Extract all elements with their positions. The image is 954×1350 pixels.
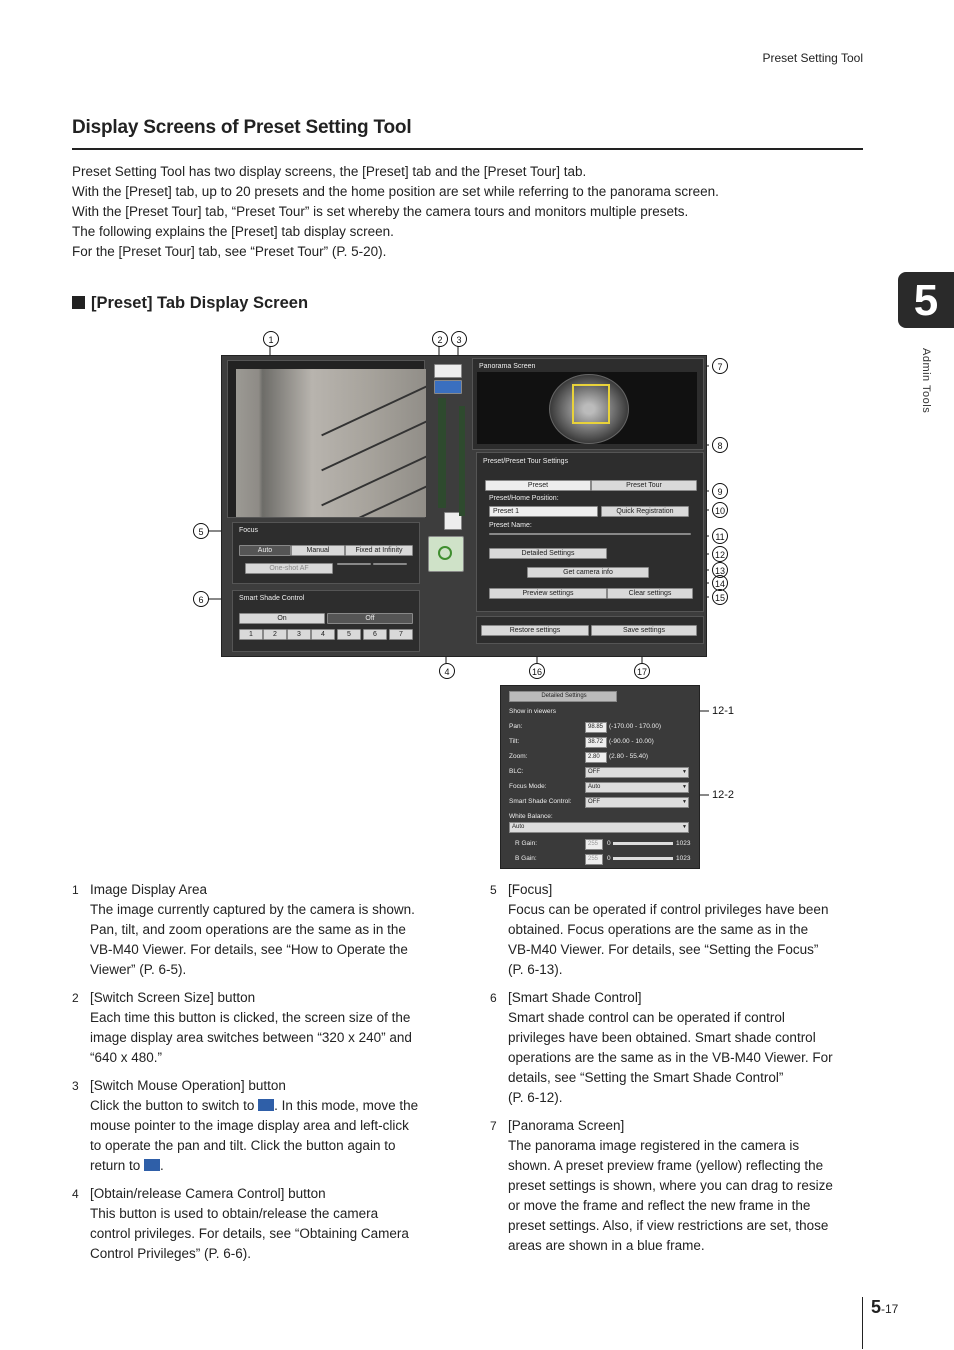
settings-title: Preset/Preset Tour Settings [483, 458, 569, 465]
callout-10: 10 [712, 502, 728, 518]
item-head: [Obtain/release Camera Control] button [90, 1186, 326, 1201]
panorama-screen[interactable] [477, 372, 697, 444]
chapter-tab: 5 [898, 272, 954, 328]
page-major: 5 [871, 1297, 882, 1317]
bgain-input[interactable]: 255 [585, 854, 603, 865]
switch-screen-size-button[interactable] [434, 364, 462, 378]
callout-12: 12 [712, 546, 728, 562]
item-number: 5 [490, 883, 497, 897]
camera-control-button[interactable] [428, 536, 464, 572]
item-line: (P. 6-12). [508, 1090, 563, 1105]
zoom-slider[interactable] [438, 398, 446, 508]
pan-input[interactable]: 98.85 [585, 722, 607, 733]
item-line-text: Click the button to switch to [90, 1098, 255, 1113]
list-item [490, 988, 870, 1108]
item-line: Pan, tilt, and zoom operations are the same as in the [90, 922, 406, 937]
crosshair-mode-icon [258, 1099, 274, 1111]
footer-rule [862, 1297, 863, 1349]
clear-settings-button[interactable]: Clear settings [607, 588, 693, 599]
item-line: The panorama image registered in the camera is [508, 1138, 800, 1153]
bgain-slider[interactable] [613, 857, 673, 860]
bgain-min: 0 [607, 855, 611, 862]
ssc-level-button[interactable]: 2 [263, 629, 287, 640]
item-line: preset settings is shown, where you can drag to resize [508, 1178, 833, 1193]
list-item [72, 1076, 452, 1176]
ssc-level-button[interactable]: 6 [363, 629, 387, 640]
get-camera-info-button[interactable]: Get camera info [527, 567, 649, 578]
intro-line: With the [Preset] tab, up to 20 presets and the home position are set while referring to the panorama screen. [72, 184, 719, 199]
item-line: obtained. Focus operations are the same as in the [508, 922, 809, 937]
callout-2: 2 [432, 331, 448, 347]
callout-5: 5 [193, 523, 209, 539]
item-number: 1 [72, 883, 79, 897]
item-line: Control Privileges” (P. 6-6). [90, 1246, 252, 1261]
ssc-mode-select[interactable]: OFF ▼ [585, 797, 689, 808]
list-item [490, 880, 870, 980]
rgain-slider[interactable] [613, 842, 673, 845]
quick-registration-button[interactable]: Quick Registration [601, 506, 689, 517]
item-number: 3 [72, 1079, 79, 1093]
panorama-title: Panorama Screen [479, 363, 536, 370]
callout-6: 6 [193, 591, 209, 607]
save-restore-panel [476, 616, 704, 644]
item-line: details, see “Setting the Smart Shade Control” [508, 1070, 784, 1085]
image-display-area[interactable] [227, 360, 425, 518]
home-position-label: Preset/Home Position: [489, 495, 559, 502]
callout-12-2: 12-2 [712, 789, 735, 801]
pan-range: (-170.00 - 170.00) [609, 723, 662, 730]
item-head: [Switch Mouse Operation] button [90, 1078, 286, 1093]
detailed-settings-button[interactable]: Detailed Settings [489, 548, 607, 559]
preset-settings-panel [476, 452, 704, 612]
smart-shade-panel [232, 590, 420, 652]
rgain-label: R Gain: [515, 840, 538, 847]
detailed-settings-panel [500, 685, 700, 869]
item-number: 4 [72, 1187, 79, 1201]
preset-name-label: Preset Name: [489, 522, 532, 529]
item-line: “640 x 480.” [90, 1050, 163, 1065]
ssc-off-button[interactable]: Off [327, 613, 413, 624]
item-number: 2 [72, 991, 79, 1005]
item-head: [Focus] [508, 882, 553, 897]
tab-preset[interactable]: Preset [485, 480, 591, 491]
bgain-max: 1023 [676, 855, 691, 862]
oneshot-af-button[interactable]: One-shot AF [245, 563, 333, 574]
blc-select[interactable]: OFF ▼ [585, 767, 689, 778]
item-line: The image currently captured by the camera is shown. [90, 902, 415, 917]
show-in-viewers-checkbox[interactable]: Show in viewers [509, 708, 556, 715]
ssc-level-button[interactable]: 5 [337, 629, 361, 640]
item-head: [Panorama Screen] [508, 1118, 625, 1133]
callout-9: 9 [712, 483, 728, 499]
item-head: [Switch Screen Size] button [90, 990, 256, 1005]
page-number [871, 1297, 898, 1318]
wb-label: White Balance: [509, 813, 553, 820]
rgain-input[interactable]: 255 [585, 839, 603, 850]
item-line: image display area switches between “320 x 240” and [90, 1030, 412, 1045]
item-line: control privileges. For details, see “Obtaining Camera [90, 1226, 409, 1241]
running-header: Preset Setting Tool [762, 51, 863, 65]
preview-settings-button[interactable]: Preview settings [489, 588, 607, 599]
detailed-settings-header[interactable]: Detailed Settings [509, 691, 617, 702]
page-minor: -17 [881, 1302, 899, 1316]
callout-17: 17 [634, 663, 650, 679]
item-number: 7 [490, 1119, 497, 1133]
subsection-title-text: [Preset] Tab Display Screen [91, 294, 309, 312]
callout-12-1: 12-1 [712, 705, 735, 717]
callout-13: 13 [712, 562, 728, 578]
tilt-input[interactable]: 38.72 [585, 737, 607, 748]
arrow-mode-icon [144, 1159, 160, 1171]
tilt-label: Tilt: [509, 738, 520, 745]
preset-preview-frame[interactable] [572, 384, 610, 424]
item-line: Focus can be operated if control privileges have been [508, 902, 829, 917]
callout-3: 3 [451, 331, 467, 347]
item-line: mouse pointer to the image display area and left-click [90, 1118, 409, 1133]
ssc-level-button[interactable]: 1 [239, 629, 263, 640]
item-line: (P. 6-13). [508, 962, 563, 977]
chapter-label-text: Admin Tools [920, 348, 932, 414]
item-head: [Smart Shade Control] [508, 990, 642, 1005]
list-item [490, 1116, 870, 1256]
home-position-select[interactable]: Preset 1 [489, 506, 598, 517]
tilt-range: (-90.00 - 10.00) [609, 738, 654, 745]
focus-infinity-button[interactable]: Fixed at Infinity [345, 545, 413, 556]
focus-manual-button[interactable]: Manual [291, 545, 345, 556]
save-settings-button[interactable]: Save settings [591, 625, 697, 636]
zoom-label: Zoom: [509, 753, 528, 760]
item-line: Smart shade control can be operated if control [508, 1010, 785, 1025]
focus-mode-label: Focus Mode: [509, 783, 547, 790]
item-line: shown. A preset preview frame (yellow) reflecting the [508, 1158, 824, 1173]
tab-preset-tour[interactable]: Preset Tour [591, 480, 697, 491]
preset-tool-screenshot [221, 355, 707, 657]
preset-name-input[interactable] [489, 533, 691, 535]
list-item [72, 880, 452, 980]
intro-line: With the [Preset Tour] tab, “Preset Tour” is set whereby the camera tours and monitors multiple presets. [72, 204, 689, 219]
list-item [72, 1184, 452, 1264]
ssc-mode-label: Smart Shade Control: [509, 798, 572, 805]
tilt-slider[interactable] [459, 406, 465, 516]
callout-1: 1 [263, 331, 279, 347]
blc-label: BLC: [509, 768, 524, 775]
ssc-level-button[interactable]: 4 [311, 629, 335, 640]
bgain-label: B Gain: [515, 855, 537, 862]
callout-8: 8 [712, 437, 728, 453]
control-target-icon [438, 546, 452, 560]
item-line: privileges have been obtained. Smart shade control [508, 1030, 816, 1045]
ssc-title: Smart Shade Control [239, 595, 305, 602]
section-title: Display Screens of Preset Setting Tool [72, 117, 412, 138]
ssc-on-button[interactable]: On [239, 613, 325, 624]
callout-16: 16 [529, 663, 545, 679]
focus-far-button[interactable] [373, 563, 407, 565]
callout-7: 7 [712, 358, 728, 374]
intro-line: Preset Setting Tool has two display screens, the [Preset] tab and the [Preset Tour] tab. [72, 164, 587, 179]
ssc-level-button[interactable]: 3 [287, 629, 311, 640]
item-line-text: . In this mode, move the [274, 1098, 419, 1113]
item-line: or move the frame and reflect the new frame in the [508, 1198, 811, 1213]
item-number: 6 [490, 991, 497, 1005]
item-line: return to . [90, 1158, 164, 1173]
callout-15: 15 [712, 589, 728, 605]
intro-line: For the [Preset Tour] tab, see “Preset Tour” (P. 5-20). [72, 244, 387, 259]
focus-auto-button[interactable]: Auto [239, 545, 291, 556]
callout-4: 4 [439, 663, 455, 679]
item-line: VB-M40 Viewer. For details, see “Setting the Focus” [508, 942, 819, 957]
item-line [90, 1096, 452, 1116]
list-item [72, 988, 452, 1068]
rgain-max: 1023 [676, 840, 691, 847]
item-line: Viewer” (P. 6-5). [90, 962, 187, 977]
item-line: to operate the pan and tilt. Click the button again to [90, 1138, 396, 1153]
item-head: Image Display Area [90, 882, 208, 897]
pan-label: Pan: [509, 723, 523, 730]
focus-near-button[interactable] [337, 563, 371, 565]
callout-11: 11 [712, 528, 728, 544]
focus-mode-select[interactable]: Auto ▼ [585, 782, 689, 793]
intro-line: The following explains the [Preset] tab display screen. [72, 224, 394, 239]
item-line: preset settings. Also, if view restrictions are set, those [508, 1218, 829, 1233]
item-line: Each time this button is clicked, the screen size of the [90, 1010, 411, 1025]
restore-settings-button[interactable]: Restore settings [481, 625, 589, 636]
ssc-level-button[interactable]: 7 [389, 629, 413, 640]
item-line: operations are the same as in the VB-M40 Viewer. For [508, 1050, 833, 1065]
camera-image[interactable] [236, 369, 426, 517]
item-line: This button is used to obtain/release the camera [90, 1206, 379, 1221]
item-line: areas are shown in a blue frame. [508, 1238, 705, 1253]
zoom-range: (2.80 - 55.40) [609, 753, 649, 760]
item-line: VB-M40 Viewer. For details, see “How to Operate the [90, 942, 408, 957]
wb-select[interactable]: Auto ▼ [509, 822, 689, 833]
callout-14: 14 [712, 575, 728, 591]
rgain-min: 0 [607, 840, 611, 847]
switch-mouse-operation-button[interactable] [434, 380, 462, 394]
focus-title: Focus [239, 527, 259, 534]
focus-panel [232, 522, 420, 584]
item-line-text: return to [90, 1158, 141, 1173]
zoom-input[interactable]: 2.80 [585, 752, 607, 763]
